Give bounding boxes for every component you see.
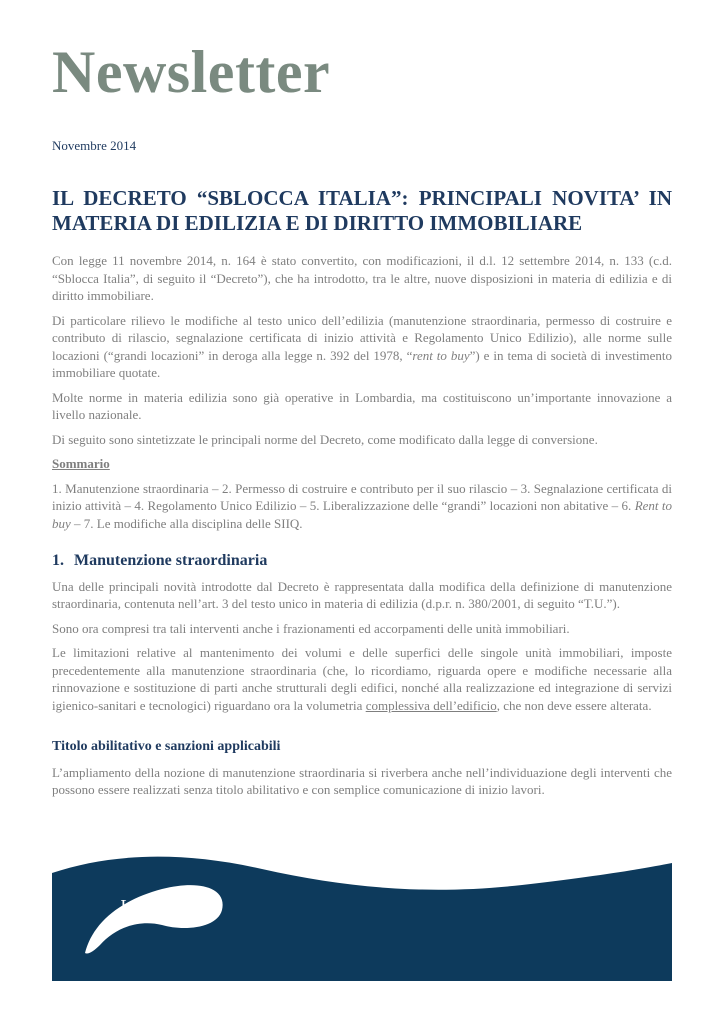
article-body xyxy=(52,252,672,806)
legance-logo xyxy=(118,897,186,923)
sommario-heading: Sommario xyxy=(52,456,110,471)
subsection-heading: Titolo abilitativo e sanzioni applicabili xyxy=(52,739,281,754)
intro-paragraph-1: Con legge 11 novembre 2014, n. 164 è stato convertito, con modificazioni, il d.l. 12 settembre 2014, n. 133 (c.d. “Sblocca Italia”, di seguito il “Decreto”), che ha introdotto, tra le altre, nuove disposizioni in materia di edilizia e di diritto immobiliare. xyxy=(52,253,672,303)
section-1-paragraph-1: Una delle principali novità introdotte dal Decreto è rappresentata dalla modifica della definizione di manutenzione straordinaria, contenuta nell’art. 3 del testo unico in materia di edilizia (d.p.r. n. 380/2001, di seguito “T.U.”). xyxy=(52,578,672,611)
section-1-heading: 1. Manutenzione straordinaria xyxy=(52,552,268,569)
newsletter-masthead: Newsletter xyxy=(52,39,331,105)
logo-subtitle: AVVOCATI ASSOCIATI xyxy=(118,917,186,923)
issue-date: Novembre 2014 xyxy=(52,138,137,153)
intro-paragraph-3: Molte norme in materia edilizia sono già operative in Lombardia, ma costituiscono un’importante innovazione a livello nazionale. xyxy=(52,389,672,422)
subsection-paragraph-1: L’ampliamento della nozione di manutenzione straordinaria si riverbera anche nell’individuazione degli interventi che possono essere realizzati senza titolo abilitativo e con semplice comunicazione di inizio lavori. xyxy=(52,764,672,797)
page-headline: IL DECRETO “SBLOCCA ITALIA”: PRINCIPALI NOVITA’ IN MATERIA DI EDILIZIA E DI DIRITTO IMMOBILIARE xyxy=(52,186,672,235)
sommario-list: 1. Manutenzione straordinaria – 2. Permesso di costruire e contributo per il suo rilascio – 3. Segnalazione certificata di inizio attività – 4. Regolamento Unico Edilizio – 5. Liberalizzazione delle “grandi” locazioni non abitative – 6. Rent to buy – 7. Le modifiche alla disciplina delle SIIQ. xyxy=(52,480,673,531)
section-1-paragraph-3: Le limitazioni relative al mantenimento dei volumi e delle superfici delle singole unità immobiliari, imposte precedentemente alla manutenzione straordinaria (che, lo ricordiamo, riguarda opere e modifiche necessarie alla rinnovazione e sostituzione di parti anche strutturali degli edifici, nonché alla realizzazione ed integrazione di servizi igienico-sanitari e tecnologici) riguardano ora la volumetria complessiva dell’edificio, che non deve essere alterata. xyxy=(52,645,672,713)
logo-name: Legance xyxy=(120,896,184,916)
section-1-paragraph-2: Sono ora compresi tra tali interventi anche i frazionamenti ed accorpamenti delle unità immobiliari. xyxy=(52,620,570,636)
intro-paragraph-4: Di seguito sono sintetizzate le principali norme del Decreto, come modificato dalla legge di conversione. xyxy=(52,431,598,447)
intro-paragraph-2: Di particolare rilievo le modifiche al testo unico dell’edilizia (manutenzione straordinaria, permesso di costruire e contributo di rilascio, segnalazione certificata di inizio attività e Regolamento Unico Edilizio), alle norme sulle locazioni (“grandi locazioni” in deroga alla legge n. 392 del 1978, “rent to buy”) e in tema di società di investimento immobiliare quotate. xyxy=(52,312,672,380)
